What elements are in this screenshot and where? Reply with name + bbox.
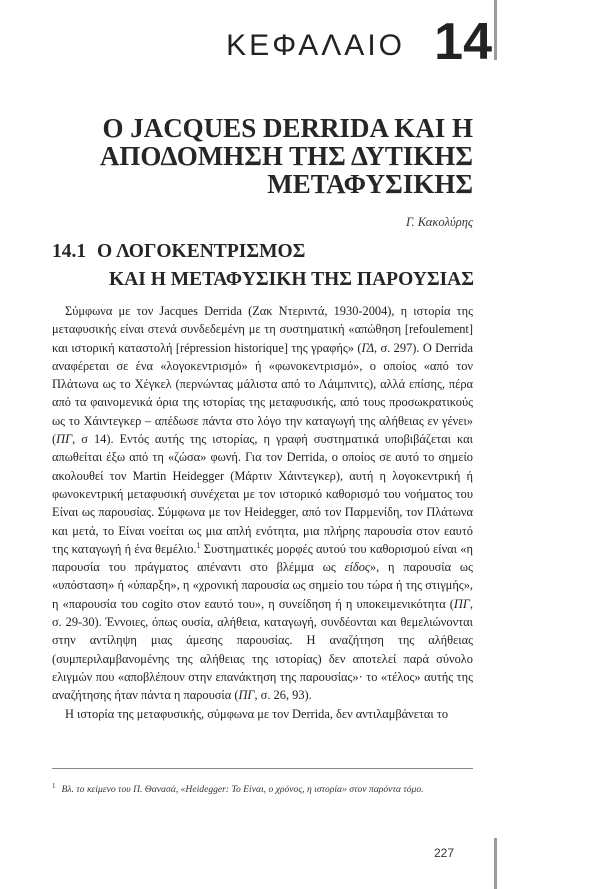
section-title-line-2: ΚΑΙ Η ΜΕΤΑΦΥΣΙΚΗ ΤΗΣ ΠΑΡΟΥΣΙΑΣ bbox=[109, 269, 474, 290]
section-heading bbox=[52, 238, 474, 294]
chapter-label: ΚΕΦΑΛΑΙΟ bbox=[226, 29, 405, 62]
italic-text: ΠΓ bbox=[238, 688, 255, 703]
italic-text: ΠΓ bbox=[56, 432, 73, 447]
footnote-divider bbox=[52, 768, 473, 769]
text-run: , σ. 26, 93). bbox=[254, 688, 312, 703]
page-edge-bar-bottom bbox=[494, 838, 497, 889]
text-run: , σ 14). Εντός αυτής της ιστορίας, η γραφή συστηματικά υποβιβάζεται και απωθείται έξω από τη «ζώσα» φωνή. Για τον Derrida, ο οποίος σε αυτό το σημείο ακολουθεί τον Martin Heidegger (Μάρτιν Χάιντεγκερ), αυτή η λογοκεντρική ή φωνοκεντρική μεταφυσική συνέχεται με τον ιστορικό καθορισμό του νοήματος του Είναι ως παρουσίας. Σύμφωνα με τον Heidegger, από τον Παρμενίδη, τον Πλάτωνα και μετά, το Είναι νοείται ως μια απλή ενότητα, μια πλήρης παρουσία στον εαυτό της καταγωγή ή ένα θεμέλιο. bbox=[52, 432, 473, 556]
text-run: Συστηματικές μορφές αυτού του καθορισμού είναι «η παρουσία του πράγματος απέναντι στο βλέμμα ως bbox=[52, 541, 473, 575]
body-paragraph bbox=[52, 302, 473, 705]
page-number: 227 bbox=[434, 846, 455, 860]
chapter-title-line: ΑΠΟΔΟΜΗΣΗ ΤΗΣ ΔΥΤΙΚΗΣ bbox=[99, 141, 473, 171]
text-run: , σ. 29-30). Έννοιες, όπως ουσία, αλήθεια, καταγωγή, συνδέονται και θεμελιώνονται στην αντίληψη μιας άμεσης παρουσίας. Η αναζήτηση της αλήθειας (συμπεριλαμβανομένης της αλήθειας της ιστορίας) δεν αποτελεί παρά σύνολο ελιγμών που «αποβλέπουν στην επανάκτηση της παρουσίας»· το «τέλος» αυτής της αναζήτησης ήταν πάντα η παρουσία ( bbox=[52, 596, 473, 703]
italic-text: ΓΔ bbox=[361, 340, 375, 355]
italic-text: είδος bbox=[344, 560, 370, 575]
chapter-title-line: Ο JACQUES DERRIDA ΚΑΙ Η bbox=[102, 113, 473, 143]
text-run: , σ. 297). Ο Derrida αναφέρεται σε ένα «λογοκεντρισμό» ή «φωνοκεντρισμό», ο οποίος «από τον Πλάτωνα ως το Χέγκελ (περνώντας μάλιστα από το Λάιμπνιτς), αλλά επίσης, πέρα από τα φαινομενικά όρια της ιστορίας της μεταφυσικής, από τους προσωκρατικούς ως το Χάιντεγκερ – απέδωσε πάντα στο λόγο την καταγωγή της αλήθειας εν γένει» ( bbox=[52, 340, 473, 447]
body-paragraph bbox=[52, 705, 473, 723]
section-title-line-1: Ο ΛΟΓΟΚΕΝΤΡΙΣΜΟΣ bbox=[97, 241, 306, 262]
text-run: Η ιστορία της μεταφυσικής, σύμφωνα με τον Derrida, δεν αντιλαμβάνεται το bbox=[65, 706, 449, 721]
text-run: Σύμφωνα με τον Jacques Derrida (Ζακ Ντεριντά, 1930-2004), η ιστορία της μεταφυσικής είναι στενά συνδεδεμένη με τη συστηματική «απώθηση [refoulement] και ιστορική καταστολή [répression historique] της γραφής» ( bbox=[52, 304, 473, 355]
section-number: 14.1 bbox=[52, 241, 87, 262]
footnote-mark: 1 bbox=[52, 782, 56, 790]
italic-text: ΠΓ bbox=[453, 596, 470, 611]
page-edge-bar-top bbox=[494, 0, 497, 60]
text-run: », η παρουσία ως «υπόσταση» ή «ύπαρξη», η «χρονική παρουσία ως σημείο του τώρα ή της στιγμής», η «παρουσία του cogito στον εαυτό του», η συνείδηση ή η υποκειμενικότητα ( bbox=[52, 560, 473, 611]
author-name: Γ. Κακολύρης bbox=[406, 215, 473, 229]
footnote-text: Βλ. το κείμενο του Π. Θανασά, «Heidegger: Το Είναι, ο χρόνος, η ιστορία» στον παρόντα τόμο. bbox=[61, 784, 424, 796]
chapter-title-line: ΜΕΤΑΦΥΣΙΚΗΣ bbox=[267, 169, 473, 199]
chapter-title bbox=[53, 114, 473, 198]
footnote-reference: 1 bbox=[196, 540, 201, 550]
body-text bbox=[52, 302, 473, 723]
chapter-number: 14 bbox=[434, 13, 492, 71]
footnote bbox=[52, 780, 473, 796]
